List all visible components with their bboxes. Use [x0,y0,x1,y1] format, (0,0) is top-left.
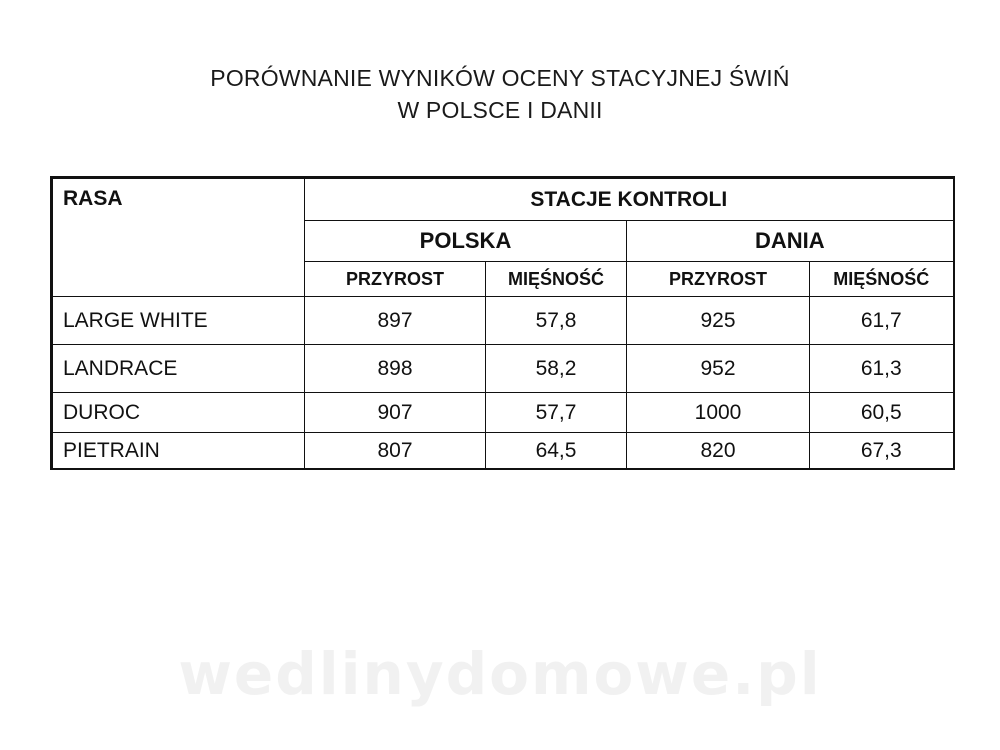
dk-przyrost-cell: 952 [627,345,810,393]
column-header-stacje-kontroli: STACJE KONTROLI [305,178,954,221]
pl-miesnosc-cell: 57,7 [486,393,627,433]
table-row [52,433,954,470]
results-table [50,176,955,470]
table-row [52,297,954,345]
breed-cell: PIETRAIN [52,433,305,470]
breed-cell: LANDRACE [52,345,305,393]
dk-miesnosc-cell: 61,3 [810,345,954,393]
title-line-1: PORÓWNANIE WYNIKÓW OCENY STACYJNEJ ŚWIŃ [210,65,790,91]
column-header-dk-przyrost: PRZYROST [627,262,810,297]
column-header-polska: POLSKA [305,221,627,262]
column-header-dania: DANIA [627,221,954,262]
table-row [52,393,954,433]
pl-miesnosc-cell: 58,2 [486,345,627,393]
column-header-pl-miesnosc: MIĘŚNOŚĆ [486,262,627,297]
dk-miesnosc-cell: 60,5 [810,393,954,433]
dk-przyrost-cell: 925 [627,297,810,345]
pl-przyrost-cell: 807 [305,433,486,470]
page-title [0,62,1000,126]
dk-przyrost-cell: 820 [627,433,810,470]
pl-miesnosc-cell: 57,8 [486,297,627,345]
dk-przyrost-cell: 1000 [627,393,810,433]
column-header-dk-miesnosc: MIĘŚNOŚĆ [810,262,954,297]
pl-przyrost-cell: 897 [305,297,486,345]
column-header-rasa: RASA [52,178,305,297]
column-header-pl-przyrost: PRZYROST [305,262,486,297]
table-row [52,345,954,393]
pl-miesnosc-cell: 64,5 [486,433,627,470]
pl-przyrost-cell: 898 [305,345,486,393]
dk-miesnosc-cell: 61,7 [810,297,954,345]
breed-cell: LARGE WHITE [52,297,305,345]
pl-przyrost-cell: 907 [305,393,486,433]
header-row-group [52,178,954,221]
title-line-2: W POLSCE I DANII [397,97,603,123]
breed-cell: DUROC [52,393,305,433]
dk-miesnosc-cell: 67,3 [810,433,954,470]
watermark: wedlinydomowe.pl [178,640,822,708]
